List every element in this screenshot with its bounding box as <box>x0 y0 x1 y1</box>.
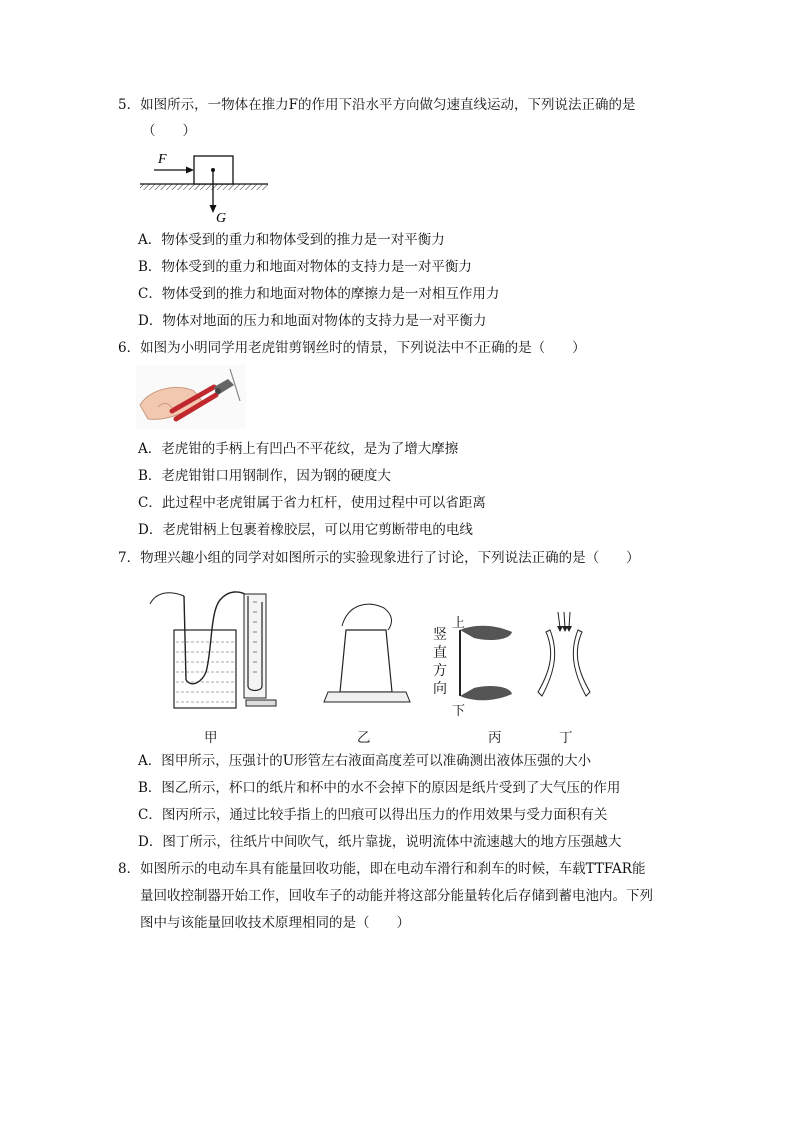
q5-option-a: A．物体受到的重力和物体受到的推力是一对平衡力 <box>138 232 445 248</box>
bing-label-top: 上 <box>452 616 466 631</box>
blow-arrowheads <box>557 626 572 632</box>
rubber-hose <box>186 592 248 684</box>
q6-option-c: C．此过程中老虎钳属于省力杠杆，使用过程中可以省距离 <box>138 495 486 511</box>
q7-figure-yi-cup <box>322 596 412 710</box>
left-sheet <box>538 630 555 696</box>
q8-line-2: 量回收控制器开始工作，回收车子的动能并将这部分能量转化后存储到蓄电池内。下列 <box>140 888 653 904</box>
q8-line-3: 图中与该能量回收技术原理相同的是（ ） <box>140 915 410 931</box>
probe-tube <box>184 596 186 680</box>
vertical-char-2: 直 <box>433 645 447 661</box>
lower-finger <box>460 686 512 700</box>
q7-stem: 7．物理兴趣小组的同学对如图所示的实验现象进行了讨论，下列说法正确的是（ ） <box>118 550 640 566</box>
cup <box>340 630 392 692</box>
paper-card <box>324 692 410 702</box>
q7-caption-jia: 甲 <box>204 730 218 746</box>
q7-option-d: D．图丁所示，往纸片中间吹气，纸片靠拢，说明流体中流速越大的地方压强越大 <box>138 834 622 850</box>
q5-bracket: （ ） <box>142 123 196 139</box>
q6-stem: 6．如图为小明同学用老虎钳剪钢丝时的情景，下列说法中不正确的是（ ） <box>118 340 586 356</box>
q7-option-c: C．图丙所示，通过比较手指上的凹痕可以得出压力的作用效果与受力面积有关 <box>138 807 608 823</box>
blow-arrows <box>558 612 570 628</box>
upper-finger <box>460 626 512 640</box>
right-sheet <box>573 630 590 696</box>
gravity-label: G <box>216 211 227 226</box>
hand-outline <box>150 593 184 604</box>
q7-figure-ding-paper <box>536 610 592 702</box>
q6-pliers-illustration <box>136 365 246 429</box>
q5-option-b: B．物体受到的重力和地面对物体的支持力是一对平衡力 <box>138 259 472 275</box>
q8-line-1: 8．如图所示的电动车具有能量回收功能，即在电动车滑行和刹车的时候，车载TTFAR能 <box>118 861 646 877</box>
q5-stem: 5．如图所示，一物体在推力F的作用下沿水平方向做匀速直线运动，下列说法正确的是 <box>118 97 636 113</box>
q7-caption-ding: 丁 <box>559 730 573 746</box>
pliers-pivot <box>215 388 221 394</box>
gauge-board <box>244 594 266 698</box>
vertical-char-4: 向 <box>433 681 447 697</box>
vertical-char-1: 竖 <box>433 627 447 643</box>
q5-option-d: D．物体对地面的压力和地面对物体的支持力是一对平衡力 <box>138 313 487 329</box>
q5-option-c: C．物体受到的推力和地面对物体的摩擦力是一对相互作用力 <box>138 286 500 302</box>
q7-option-a: A．图甲所示，压强计的U形管左右液面高度差可以准确测出液体压强的大小 <box>138 753 592 769</box>
q7-figure-jia-pressure-gauge <box>140 582 280 714</box>
push-force-arrowhead <box>186 167 194 174</box>
q7-caption-yi: 乙 <box>357 730 371 746</box>
q6-option-a: A．老虎钳的手柄上有凹凸不平花纹，是为了增大摩擦 <box>138 441 459 457</box>
ground-hatch <box>140 184 268 190</box>
bing-label-vertical <box>433 626 447 698</box>
vertical-char-3: 方 <box>433 663 447 679</box>
hand-outline <box>342 604 391 630</box>
q7-option-b: B．图乙所示，杯口的纸片和杯中的水不会掉下的原因是纸片受到了大气压的作用 <box>138 780 621 796</box>
force-label: F <box>158 152 167 167</box>
gauge-base <box>246 700 276 706</box>
q5-force-diagram <box>138 150 273 228</box>
q7-caption-bing: 丙 <box>488 730 502 746</box>
bing-label-bottom: 下 <box>452 704 466 719</box>
q7-figure-bing-pencil <box>454 622 522 704</box>
q6-option-b: B．老虎钳钳口用钢制作，因为钢的硬度大 <box>138 468 391 484</box>
q6-option-d: D．老虎钳柄上包裹着橡胶层，可以用它剪断带电的电线 <box>138 522 473 538</box>
